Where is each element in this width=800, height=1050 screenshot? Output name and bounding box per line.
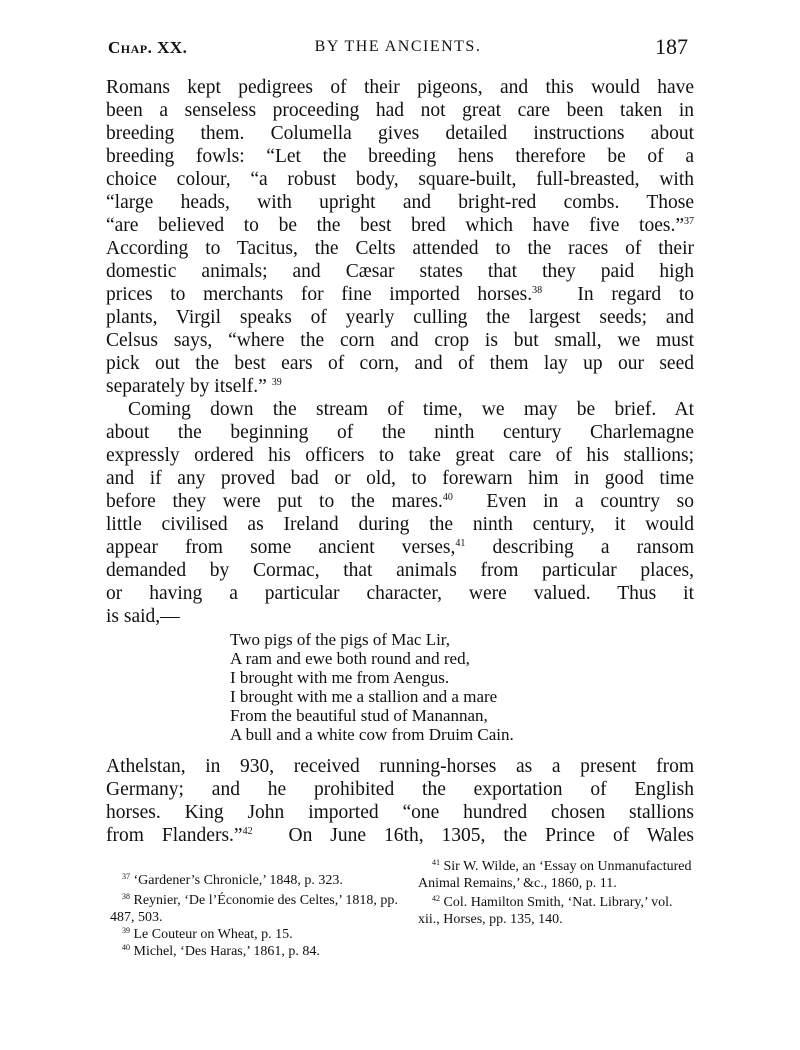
footnote-text: Sir W. Wilde, an ‘Essay on Unmanufactured Animal Remains,’ &c., 1860, p. 11. — [418, 859, 692, 891]
verse-block — [230, 630, 650, 744]
footnotes-left — [110, 872, 400, 960]
text-line: breeding them. Columella gives detailed instructions about — [106, 123, 694, 144]
text-line: breeding fowls: “Let the breeding hens therefore be of a — [106, 146, 694, 167]
text-segment: before they were put to the mares. — [106, 491, 443, 512]
footnote-number: 40 — [122, 943, 130, 952]
text-segment: from Flanders.” — [106, 825, 243, 846]
text-line — [106, 490, 694, 513]
footnote — [418, 894, 692, 928]
footnote — [110, 943, 400, 960]
footnote-number: 39 — [122, 926, 130, 935]
footnote-ref: 37 — [684, 216, 694, 227]
text-line: Germany; and he prohibited the exportation of English — [106, 779, 694, 800]
text-line: choice colour, “a robust body, square-built, full-breasted, with — [106, 169, 694, 190]
main-text — [106, 76, 694, 628]
footnote-text: Le Couteur on Wheat, p. 15. — [133, 927, 293, 942]
text-segment: “are believed to be the best bred which have five toes.” — [106, 215, 684, 236]
text-line: little civilised as Ireland during the ninth century, it would — [106, 514, 694, 535]
footnote-ref: 38 — [532, 285, 543, 296]
text-line: been a senseless proceeding had not great care been taken in — [106, 100, 694, 121]
footnote-text: Col. Hamilton Smith, ‘Nat. Library,’ vol. xii., Horses, pp. 135, 140. — [418, 895, 673, 927]
text-line: pick out the best ears of corn, and of them lay up our seed — [106, 353, 694, 374]
footnote-text: Michel, ‘Des Haras,’ 1861, p. 84. — [133, 944, 320, 959]
footnote — [110, 872, 400, 889]
text-line — [106, 824, 694, 847]
text-line: According to Tacitus, the Celts attended to the races of their — [106, 238, 694, 259]
verse-line: Two pigs of the pigs of Mac Lir, — [230, 630, 451, 649]
text-line: Athelstan, in 930, received running-horses as a present from — [106, 756, 694, 777]
footnote-number: 41 — [432, 858, 440, 867]
chapter-label: Chap. XX. — [108, 38, 188, 57]
verse-line: From the beautiful stud of Manannan, — [230, 706, 488, 725]
text-segment: Even in a country so — [452, 491, 694, 512]
footnote-ref: 42 — [242, 826, 253, 837]
text-line: demanded by Cormac, that animals from particular places, — [106, 560, 694, 581]
text-line: horses. King John imported “one hundred chosen stallions — [106, 802, 694, 823]
footnote-number: 38 — [122, 892, 130, 901]
footnote-ref: 40 — [442, 492, 453, 503]
footnote — [418, 858, 692, 892]
text-segment: separately by itself.” — [106, 376, 267, 397]
verse-line: I brought with me from Aengus. — [230, 668, 450, 687]
text-segment: describing a ransom — [465, 537, 694, 558]
running-title: BY THE ANCIENTS. — [314, 38, 482, 55]
footnote — [110, 892, 400, 926]
text-line: and if any proved bad or old, to forewarn him in good time — [106, 468, 694, 489]
footnote-number: 42 — [432, 894, 440, 903]
text-line: is said,— — [106, 606, 180, 627]
verse-line: I brought with me a stallion and a mare — [230, 687, 498, 706]
text-line: Romans kept pedigrees of their pigeons, and this would have — [106, 77, 694, 98]
footnote-ref: 41 — [455, 538, 466, 549]
text-line: Celsus says, “where the corn and crop is but small, we must — [106, 330, 694, 351]
page-number: 187 — [655, 34, 688, 59]
footnote-ref: 39 — [271, 377, 282, 388]
text-segment: In regard to — [542, 284, 694, 305]
verse-line: A bull and a white cow from Druim Cain. — [230, 725, 514, 744]
text-segment: appear from some ancient verses, — [106, 537, 456, 558]
text-line: plants, Virgil speaks of yearly culling the largest seeds; and — [106, 307, 694, 328]
text-line: domestic animals; and Cæsar states that they paid high — [106, 261, 694, 282]
text-segment: prices to merchants for fine imported horses. — [106, 284, 533, 305]
footnote — [110, 926, 400, 943]
text-line — [106, 375, 694, 398]
text-line: about the beginning of the ninth century Charlemagne — [106, 422, 694, 443]
text-line: expressly ordered his officers to take great care of his stallions; — [106, 445, 694, 466]
text-line — [106, 283, 694, 306]
text-line: “large heads, with upright and bright-red combs. Those — [106, 192, 694, 213]
text-line: or having a particular character, were valued. Thus it — [106, 583, 694, 604]
text-segment: On June 16th, 1305, the Prince of Wales — [252, 825, 694, 846]
footnote-number: 37 — [122, 872, 130, 881]
footnote-text: ‘Gardener’s Chronicle,’ 1848, p. 323. — [133, 873, 343, 888]
footnotes-right — [418, 858, 692, 928]
running-header — [108, 34, 688, 60]
verse-line: A ram and ewe both round and red, — [230, 649, 470, 668]
footnote-text: Reynier, ‘De l’Économie des Celtes,’ 1818, pp. 487, 503. — [110, 893, 398, 925]
main-text-continued — [106, 755, 694, 847]
text-line — [106, 536, 694, 559]
text-line: Coming down the stream of time, we may be brief. At — [128, 399, 694, 420]
text-line — [106, 214, 694, 237]
